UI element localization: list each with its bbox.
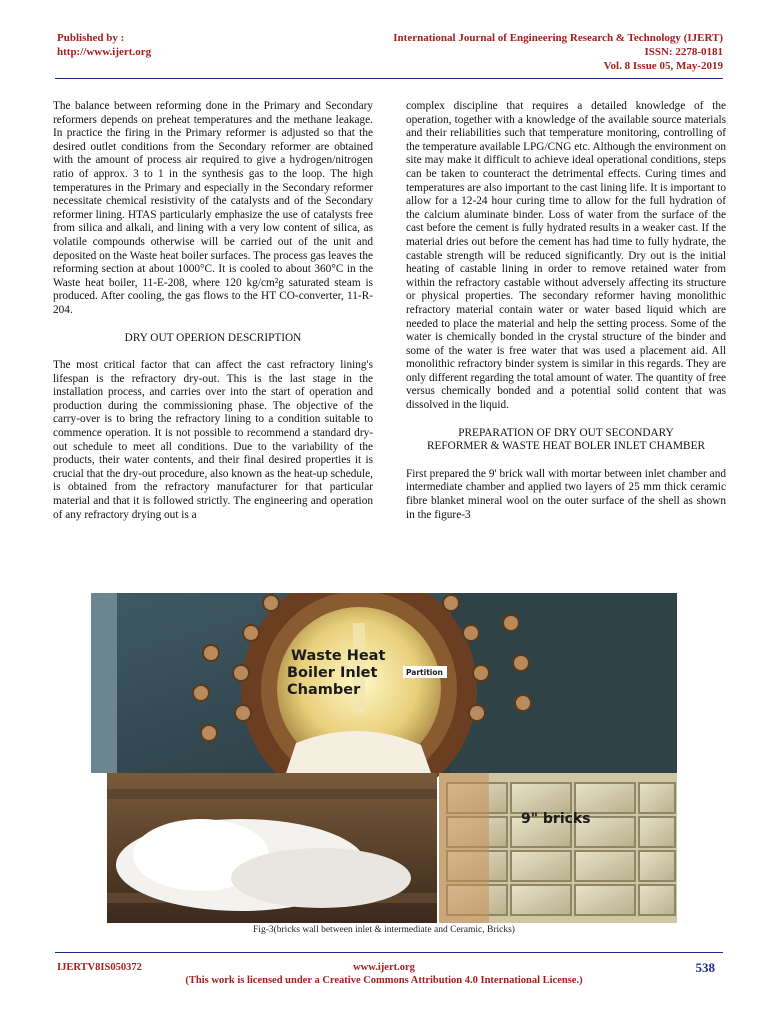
publisher-label: Published by :: [57, 32, 125, 44]
journal-issn: ISSN: 2278-0181: [644, 46, 723, 58]
body-paragraph: complex discipline that requires a detailed knowledge of the operation, together with a knowledge of the available source materials and their reliabilities such that temperature monitoring, controlling of the temperature available LPG/CNG etc. Although the environment on site may make it difficult to achieve ideal operational conditions, steps can be taken to counteract the detrimental effects. Curing times and temperatures are also important to the cast lining life. It is important to allow for a 12-24 hour curing time to allow for the full hydration of the calcium aluminate binder. Loss of water from the surface of the cast before the cement is fully hydrated results in a weaker cast. If the material dries out before the cement has had time to fully hydrate, the castable strength will be reduced significantly. Dry out is the initial heating of castable lining in order to remove retained water from within the refractory castable without adversely affecting its structure or physical properties. The secondary reformer having monolithic refractory material contain water or water based liquid which are needed to place the material and help the setting process. Some of the water is chemically bonded in the crystal structure of the binder and some of the water is free water that was used a placement aid. All monolithic refractory binder system is similar in this regards. They are only different regarding the total amount of water. The quantity of free versus chemically bonded and a potential solid content that was dissolved in the liquid.: [406, 100, 726, 412]
header-publisher: [57, 31, 151, 59]
section-heading: DRY OUT OPERION DESCRIPTION: [124, 331, 302, 344]
page-number: 538: [695, 960, 715, 975]
left-column: [53, 100, 373, 522]
label-chamber-line-2: Boiler Inlet: [287, 665, 378, 681]
journal-title: International Journal of Engineering Research & Technology (IJERT): [393, 32, 723, 44]
publisher-url[interactable]: http://www.ijert.org: [57, 46, 152, 58]
label-partition: Partition: [406, 668, 443, 677]
section-heading-line-1: PREPARATION OF DRY OUT SECONDARY: [458, 426, 674, 439]
right-column: [406, 100, 726, 522]
journal-volume: Vol. 8 Issue 05, May-2019: [603, 60, 723, 72]
label-chamber-line-1: Waste Heat: [291, 648, 386, 664]
figure-3: [91, 593, 677, 923]
photo-ceramic-fibre: [107, 773, 437, 923]
photo-bricks: [439, 773, 677, 923]
body-paragraph: First prepared the 9' brick wall with mortar between inlet chamber and intermediate chamber and applied two layers of 25 mm thick ceramic fibre blanket mineral wool on the outer surface of the shell as shown in the figure-3: [406, 467, 726, 521]
label-chamber-line-3: Chamber: [287, 682, 361, 698]
figure-caption: Fig-3(bricks wall between inlet & intermediate and Ceramic, Bricks): [253, 925, 515, 935]
body-paragraph: The balance between reforming done in the Primary and Secondary reformers depends on preheat temperatures and the methane leakage. In practice the firing in the Primary reformer is adjusted so that the desired outlet conditions from the Secondary reformer are obtained with the amount of process air required to give a hydrogen/nitrogen ratio of approx. 3 to 1 in the synthesis gas to the loop. The high temperatures in the Primary and especially in the Secondary reformer necessitate chemical resistivity of the catalysts and of the Secondary reformer lining. HTAS particularly emphasize the use of catalysts free from silica and alkali, and lining with a very low content of silica, as volatile compounds otherwise will be carried out of the unit and deposited on the Waste heat boiler surfaces. The process gas leaves the reforming section at about 1000°C. It is cooled to about 360°C in the Waste heat boiler, 11-E-208, where 120 kg/cm²g saturated steam is produced. After cooling, the gas flows to the HT CO-converter, 11-R-204.: [53, 100, 373, 316]
figure-photo-collage: [91, 593, 677, 923]
label-bricks: 9" bricks: [521, 811, 591, 827]
footer-divider: [55, 952, 723, 953]
header-divider: [55, 78, 723, 79]
footer-url[interactable]: www.ijert.org: [353, 962, 415, 973]
footer-paper-id: IJERTV8IS050372: [57, 962, 142, 973]
header-journal: [393, 31, 723, 73]
section-heading-line-2: REFORMER & WASTE HEAT BOLER INLET CHAMBER: [426, 440, 706, 453]
footer-license: (This work is licensed under a Creative Commons Attribution 4.0 International License.): [185, 975, 583, 986]
body-paragraph: The most critical factor that can affect the cast refractory lining's lifespan is the refractory dry-out. This is the last stage in the installation process, and carries over into the start of operation and production during the commissioning phase. The objective of the carry-over is to bring the refractory lining to a condition suitable to commence operation. It is not possible to recommend a standard dry-out schedule to meet all conditions. Due to the variability of the products, their water contents, and their final desired properties it is crucial that the dry-out procedure, also known as the heat-up schedule, is obtained from the refractory manufacturer for that particular material and that it is followed strictly. The engineering and operation of any refractory drying out is a: [53, 359, 373, 521]
